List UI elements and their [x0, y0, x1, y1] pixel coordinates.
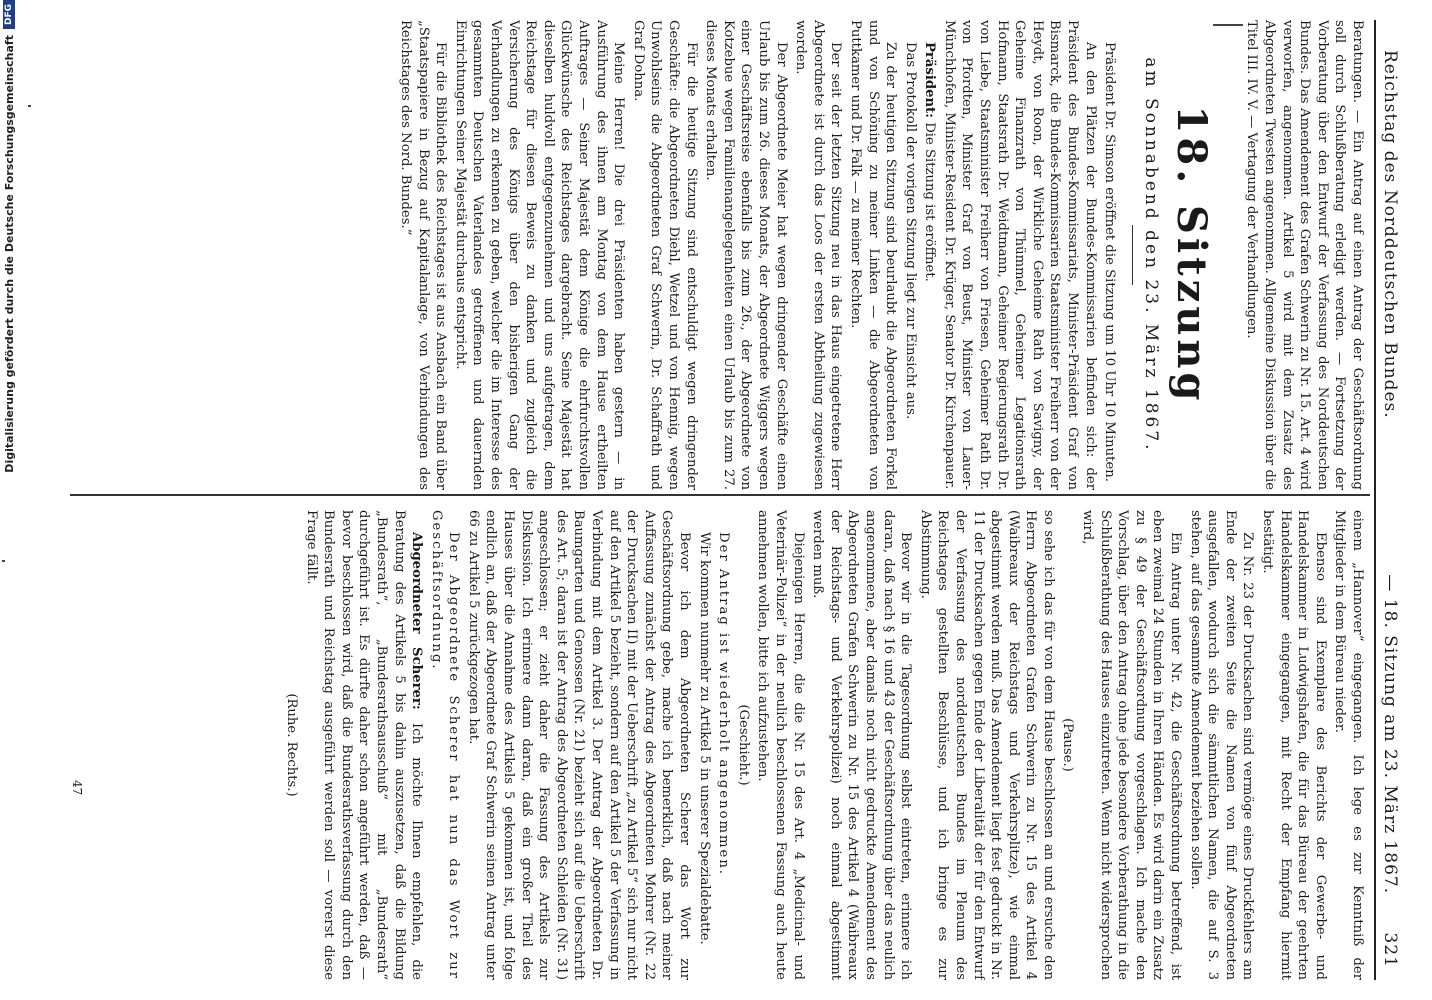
speaker-label: Präsident:	[922, 42, 938, 119]
paragraph-accepted: Der Antrag ist wiederholt angenommen.	[716, 532, 732, 877]
paragraph-commissioners: An den Plätzen der Bundes-Kommissarien befinden sich: der Präsident des Bundes-Kommissariats, Minister-Präsident Graf von Bismarck, die Bundes-Kommissarien Staatsminister Freiherr von der Heydt, von Roon, der Wirkliche Geheime Rath von Savigny, der Geheime Finanzrath von Thümmel, Geheimer Legationsrath Hofmann, Staatsrath Dr. Weidtmann, Geheimer Regierungsrath Dr. von Liebe, Staatsminister Freiherr von Friesen, Geheimer Rath Dr. von Pfordten, Minister Graf von Beust, Minister von Lauer-Münchhofen, Minister-Resident Dr. Krüger, Senator Dr. Kirchenpauer.	[941, 20, 1098, 490]
speaker-label-scherer: Abgeordneter Scherer:	[409, 532, 425, 710]
left-column	[66, 20, 1366, 490]
session-title: 18. Sitzung	[1167, 105, 1215, 405]
paragraph-excused: Für die heutige Sitzung sind entschuldigt wegen dringender Geschäfte: die Abgeordneten Diehl, Wetzel und von Hennig, wegen Unwohlseins die Abgeordneten Graf Schwerin, Dr. Schaffrath und Graf Dohna.	[630, 20, 699, 490]
session-date: am Sonnabend den 23. März 1867.	[1140, 57, 1161, 453]
paragraph-new-member: Der seit der letzten Sitzung neu in das Haus eingetretene Herr Abgeordnete ist durch das Loos der ersten Abtheilung zugewiesen worden.	[793, 20, 844, 490]
header-session-label: — 18. Sitzung am 23. März 1867.	[1380, 574, 1400, 895]
paragraph-congratulations: Meine Herren! Die drei Präsidenten haben gestern — in Ausführung des ihnen am Montag von dem Hause ertheilten Auftrages — Seiner Majestät dem Könige die ehrfurchtsvollen Glückwünsche des Reichstages dargebracht. Seine Majestät hat dieselben huldvoll entgegenzunehmen und uns aufgetragen, dem Reichstage für diesen Beweis zu danken und zugleich die Versicherung des Königs über den bisherigen Gang der Verhandlungen zu erkennen zu geben, welcher die im Interesse des gesammten Deutschen Vaterlandes getroffenen und dauernden Einrichtungen Seiner Majestät durchaus entspricht.	[452, 20, 627, 490]
paragraph-misprint: Zu Nr. 23 der Drucksachen sind vermöge eines Druckfehlers am Ende der zweiten Seite die Namen von fünf Abgeordneten ausgefallen, wodurch sich die sämmtlichen Namen, die auf S. 3 stehen, auf das gesammte Amendement beziehen sollen.	[1187, 510, 1256, 980]
result-note: (Geschieht.)	[735, 704, 751, 786]
paragraph-holidays: Der Abgeordnete Meier hat wegen dringender Geschäfte einen Urlaub bis zum 26. dieses Monats, der Abgeordnete Wiggers wegen einer Geschäftsreise ebenfalls bis zum 26., der Abgeordnete von Kotzebue wegen Familienangelegenheiten einen Urlaub bis zum 27. dieses Monats erhalten.	[703, 20, 789, 490]
header-page-number: 321	[1380, 932, 1400, 968]
scan-speck	[28, 105, 31, 107]
session-summary: Beratungen. — Ein Antrag auf einen Antrag der Geschäftsordnung soll durch Schlußberatung erledigt werden. — Fortsetzung der Vorberatung über den Entwurf der Verfassung des Norddeutschen Bundes. Das Amendement des Grafen Schwerin zu Nr. 15. Art. 4 wird verworfen, angenommen. Artikel 5 wird mit dem Zusatz des Abgeordneten Twesten angenommen. Allgemeine Diskussion über die Titel III. IV. V. — Vertagung der Verhandlungen.	[1244, 20, 1365, 490]
paragraph-chamber-report: Ebenso sind Exemplare des Berichts der Gewerbe- und Handelskammer in Ludwigshafen, die für das Büreau der geehrten Handelskammer eingegangen, mit Recht der Empfang hiermit bestätigt.	[1260, 510, 1328, 980]
column-divider	[70, 494, 1370, 496]
pause-note: (Pause.)	[1060, 718, 1076, 772]
scan-mark	[1213, 24, 1243, 26]
running-header	[1374, 20, 1402, 980]
credit-text: Digitalisierung gefördert durch die Deutsche Forschungsgemeinschaft	[2, 35, 16, 473]
footer-page-number: 47	[70, 780, 84, 796]
paragraph-floor: Der Abgeordnete Scherer hat nun das Wort zur Geschäftsordnung.	[428, 510, 462, 980]
header-title: Reichstag des Norddeutschen Bundes.	[1380, 50, 1400, 419]
dfg-logo: DFG	[3, 0, 15, 29]
paragraph-agenda: Bevor wir in die Tagesordnung selbst eintreten, erinnere ich daran, daß nach § 16 und 43 der Geschäftsordnung über das neulich angenommene, aber damals noch nicht gedruckte Amendement des Abgeordneten Grafen Schwerin zu Nr. 15 des Artikel 4 (Waibreaux der Reichstags- und Verkehrspolizei) noch einmal abgestimmt werden muß.	[810, 510, 914, 980]
right-column	[66, 510, 1366, 980]
paragraph-vote-1: so sehe ich das für von dem Hause beschlossen an und ersuche den Herrn Abgeordneten Grafen Schwerin zu Nr. 15 des Artikel 4 (Waibreaux der Reichstags und Verkehrsplitze), wie einmal abgestimmt werden muß. Das Amendement liegt fest gedruckt in Nr. 11 der Drucksachen gegen Ende der Liberalität der für den Entwurf der Verfassung des norddeutschen Bundes im Plenum des Reichstages gestellten Beschlüsse, und ich bringe es zur Abstimmung.	[917, 510, 1056, 980]
speaker-text-scherer: Ich möchte Ihnen empfehlen, die Beratung des Artikels 5 bis dahin auszusetzen, daß die Bildung „Bundesrath“, „Bundesrathsausschuß“ mit „Bundesrath“ durchgeführt ist. Es dürfte daher schon angeführt werden, daß — bevor beschlossen wird, daß die Bundesrathsverfassung durch den Bundesrath und Reichstag ausgeführt werden soll — vorerst diese Frage fällt.	[303, 510, 425, 980]
paragraph-article5: Wir kommen nunmehr zu Artikel 5 in unserer Spezialdebatte.	[696, 532, 712, 945]
speaker-text: Die Sitzung ist eröffnet.	[922, 122, 938, 282]
document-page	[50, 0, 1410, 1000]
paragraph-motion: Ein Antrag unter Nr. 42, die Geschäftsordnung betreffend, ist eben zweimal 24 Stunden in Ihren Händen. Es wird darin ein Zusatz zu § 49 der Geschäftsordnung vorgeschlagen. Ich mache den Vorschlag, über den Antrag ohne jede besondere Vorberathung in die Schlußberathung des Hauses einzutreten. Wenn nicht widersprochen wird,	[1080, 510, 1184, 980]
paragraph-received: einem „Hannover“ eingegangen. Ich lege es zur Kenntniß der Mitglieder in dem Büreau nieder.	[1332, 510, 1365, 980]
unrest-note: (Ruhe. Rechts.)	[283, 693, 299, 797]
paragraph-library: Für die Bibliothek des Reichstages ist aus Ansbach ein Band über „Staatspapiere in Bezug auf Kapitalanlage, von Verbindungen des Reichstages des Nord. Bundes.“	[398, 20, 449, 490]
header-session	[1380, 574, 1400, 968]
paragraph-opening: Präsident Dr. Simson eröffnet die Sitzung um 10 Uhr 10 Minuten.	[1102, 42, 1118, 482]
paragraph-standing-vote: Diejenigen Herren, die die Nr. 15 des Art. 4 „Medicinal- und Veterinär-Polizei“ in der neulich beschlossenen Fassung auch heute annehmen wollen, bitte ich aufzustehen.	[755, 510, 806, 980]
paragraph-scherer	[302, 510, 425, 980]
paragraph-president-open	[921, 20, 939, 490]
paragraph-leave: Zu der heutigen Sitzung sind beurlaubt die Abgeordneten Forkel und von Schöning zu meiner Linken — die Abgeordneten von Puttkamer und Dr. Falk — zu meiner Rechten.	[847, 20, 899, 490]
paragraph-protocol: Das Protokoll der vorigen Sitzung liegt zur Einsicht aus.	[902, 42, 918, 420]
scan-speck	[2, 560, 5, 562]
title-rule	[1132, 225, 1133, 285]
digitization-credit	[2, 0, 16, 1000]
paragraph-procedure: Bevor ich dem Abgeordneten Scherer das Wort zur Geschäftsordnung gebe, mache ich bemerklich, daß nach meiner Auffassung zunächst der Antrag des Abgeordneten Mohrer (Nr. 22 der Drucksachen II) mit der Ueberschrift „zu Artikel 5“ sich nur nicht auf den Artikel 5 bezieht, sondern auf den Artikel 5 der Verfassung in Verbindung mit dem Artikel 3. Der Antrag der Abgeordneten Dr. Baumgarten und Genossen (Nr. 21) bezieht sich auf die Ueberschrift des Art. 5; daran ist der Antrag des Abgeordneten Schleiden (Nr. 31) angeschlossen; er zieht daher die Fassung des Artikels zur Diskussion. Ich erinnere dann daran, daß ein großer Theil des Hauses über die Annahme des Artikels 5 gekommen ist, und folge endlich an, daß der Abgeordnete Graf Schwerin seinen Antrag unter 66 zu Artikel 5 zurückgezogen hat.	[465, 510, 693, 980]
